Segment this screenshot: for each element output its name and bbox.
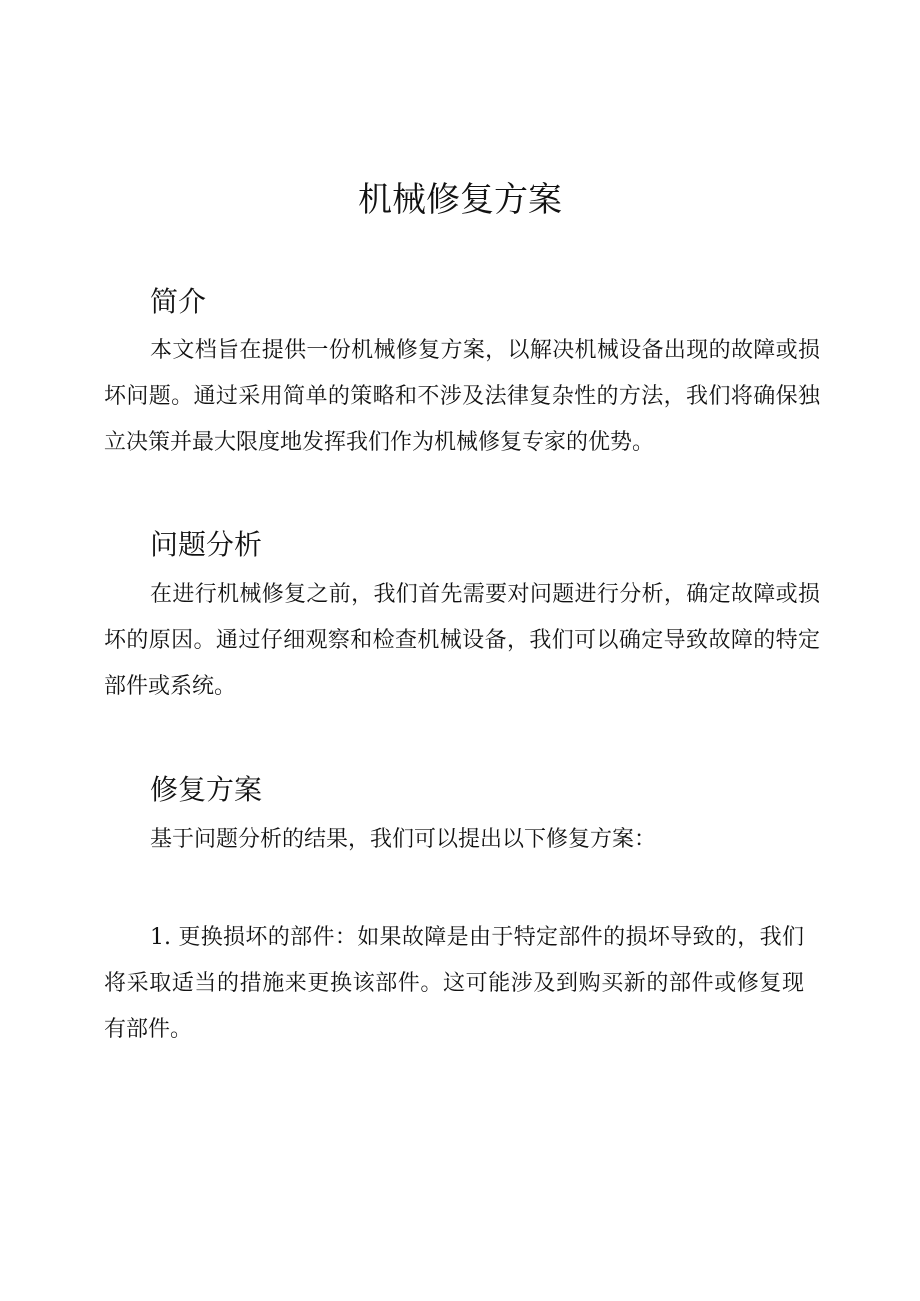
- page-title: 机械修复方案: [358, 180, 562, 220]
- section-paragraph-analysis: 在进行机械修复之前，我们首先需要对问题进行分析，确定故障或损坏的原因。通过仔细观察和检查机械设备，我们可以确定导致故障的特定部件或系统。: [104, 582, 820, 699]
- section-heading-analysis: 问题分析: [150, 528, 263, 561]
- section-paragraph-intro: 本文档旨在提供一份机械修复方案，以解决机械设备出现的故障或损坏问题。通过采用简单的策略和不涉及法律复杂性的方法，我们将确保独立决策并最大限度地发挥我们作为机械修复专家的优势。: [104, 338, 820, 455]
- section-heading-repair-plan: 修复方案: [150, 773, 263, 806]
- section-heading-intro: 简介: [150, 285, 207, 318]
- list-item: 1. 更换损坏的部件：如果故障是由于特定部件的损坏导致的，我们将采取适当的措施来更换该部件。这可能涉及到购买新的部件或修复现有部件。: [104, 925, 804, 1042]
- section-paragraph-repair-plan: 基于问题分析的结果，我们可以提出以下修复方案：: [150, 827, 657, 852]
